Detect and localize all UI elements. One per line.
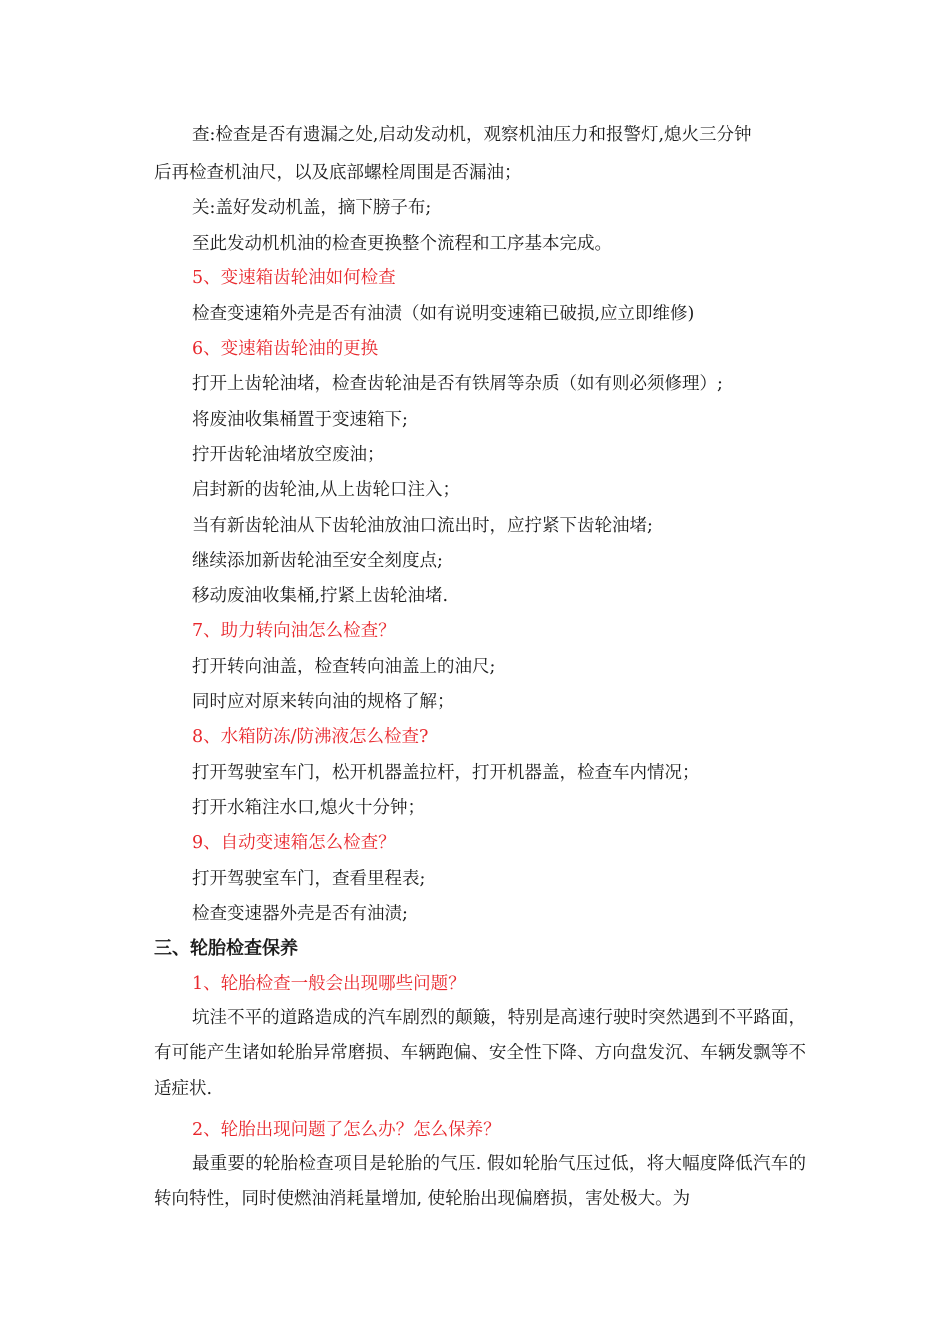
text-line: 启封新的齿轮油,从上齿轮口注入； (192, 480, 461, 500)
section-heading: 7、助力转向油怎么检查？ (192, 621, 396, 641)
text-line: 打开驾驶室车门，松开机器盖拉杆，打开机器盖，检查车内情况； (192, 763, 700, 783)
text-line: 检查变速箱外壳是否有油渍（如有说明变速箱已破损,应立即维修) (192, 304, 695, 324)
text-line: 关:盖好发动机盖，摘下膀子布; (192, 198, 432, 218)
text-line: 将废油收集桶置于变速箱下; (192, 410, 408, 430)
section-heading: 8、水箱防冻/防沸液怎么检查? (192, 727, 429, 747)
text-line: 后再检查机油尺，以及底部螺栓周围是否漏油； (154, 163, 522, 183)
section-heading: 6、变速箱齿轮油的更换 (192, 339, 379, 359)
chapter-heading: 三、轮胎检查保养 (154, 938, 298, 959)
text-line: 检查变速器外壳是否有油渍; (192, 904, 408, 924)
paragraph: 最重要的轮胎检查项目是轮胎的气压. 假如轮胎气压过低，将大幅度降低汽车的转向特性，同时使燃油消耗量增加, 使轮胎出现偏磨损，害处极大。为 (154, 1154, 806, 1210)
text-line: 至此发动机机油的检查更换整个流程和工序基本完成。 (192, 234, 612, 254)
text-line: 继续添加新齿轮油至安全刻度点; (192, 551, 443, 571)
section-heading: 5、变速箱齿轮油如何检查 (192, 268, 396, 288)
text-line: 拧开齿轮油堵放空废油； (192, 445, 385, 465)
text-line: 同时应对原来转向油的规格了解； (192, 692, 455, 712)
text-line: 当有新齿轮油从下齿轮油放油口流出时，应拧紧下齿轮油堵; (192, 516, 653, 536)
section-heading: 2、轮胎出现问题了怎么办？怎么保养？ (192, 1120, 501, 1140)
paragraph: 坑洼不平的道路造成的汽车剧烈的颠簸，特别是高速行驶时突然遇到不平路面，有可能产生诸如轮胎异常磨损、车辆跑偏、安全性下降、方向盘发沉、车辆发飘等不适症状. (154, 1008, 806, 1099)
text-line: 打开水箱注水口,熄火十分钟； (192, 798, 426, 818)
text-line: 打开转向油盖，检查转向油盖上的油尺; (192, 657, 496, 677)
section-heading: 1、轮胎检查一般会出现哪些问题？ (192, 974, 466, 994)
text-line: 查:检查是否有遗漏之处,启动发动机，观察机油压力和报警灯,熄火三分钟 (192, 125, 752, 145)
text-line: 打开上齿轮油堵，检查齿轮油是否有铁屑等杂质（如有则必须修理）; (192, 374, 723, 394)
section-heading: 9、自动变速箱怎么检查？ (192, 833, 396, 853)
text-line: 移动废油收集桶,拧紧上齿轮油堵. (192, 586, 449, 606)
text-line: 打开驾驶室车门，查看里程表; (192, 869, 426, 889)
